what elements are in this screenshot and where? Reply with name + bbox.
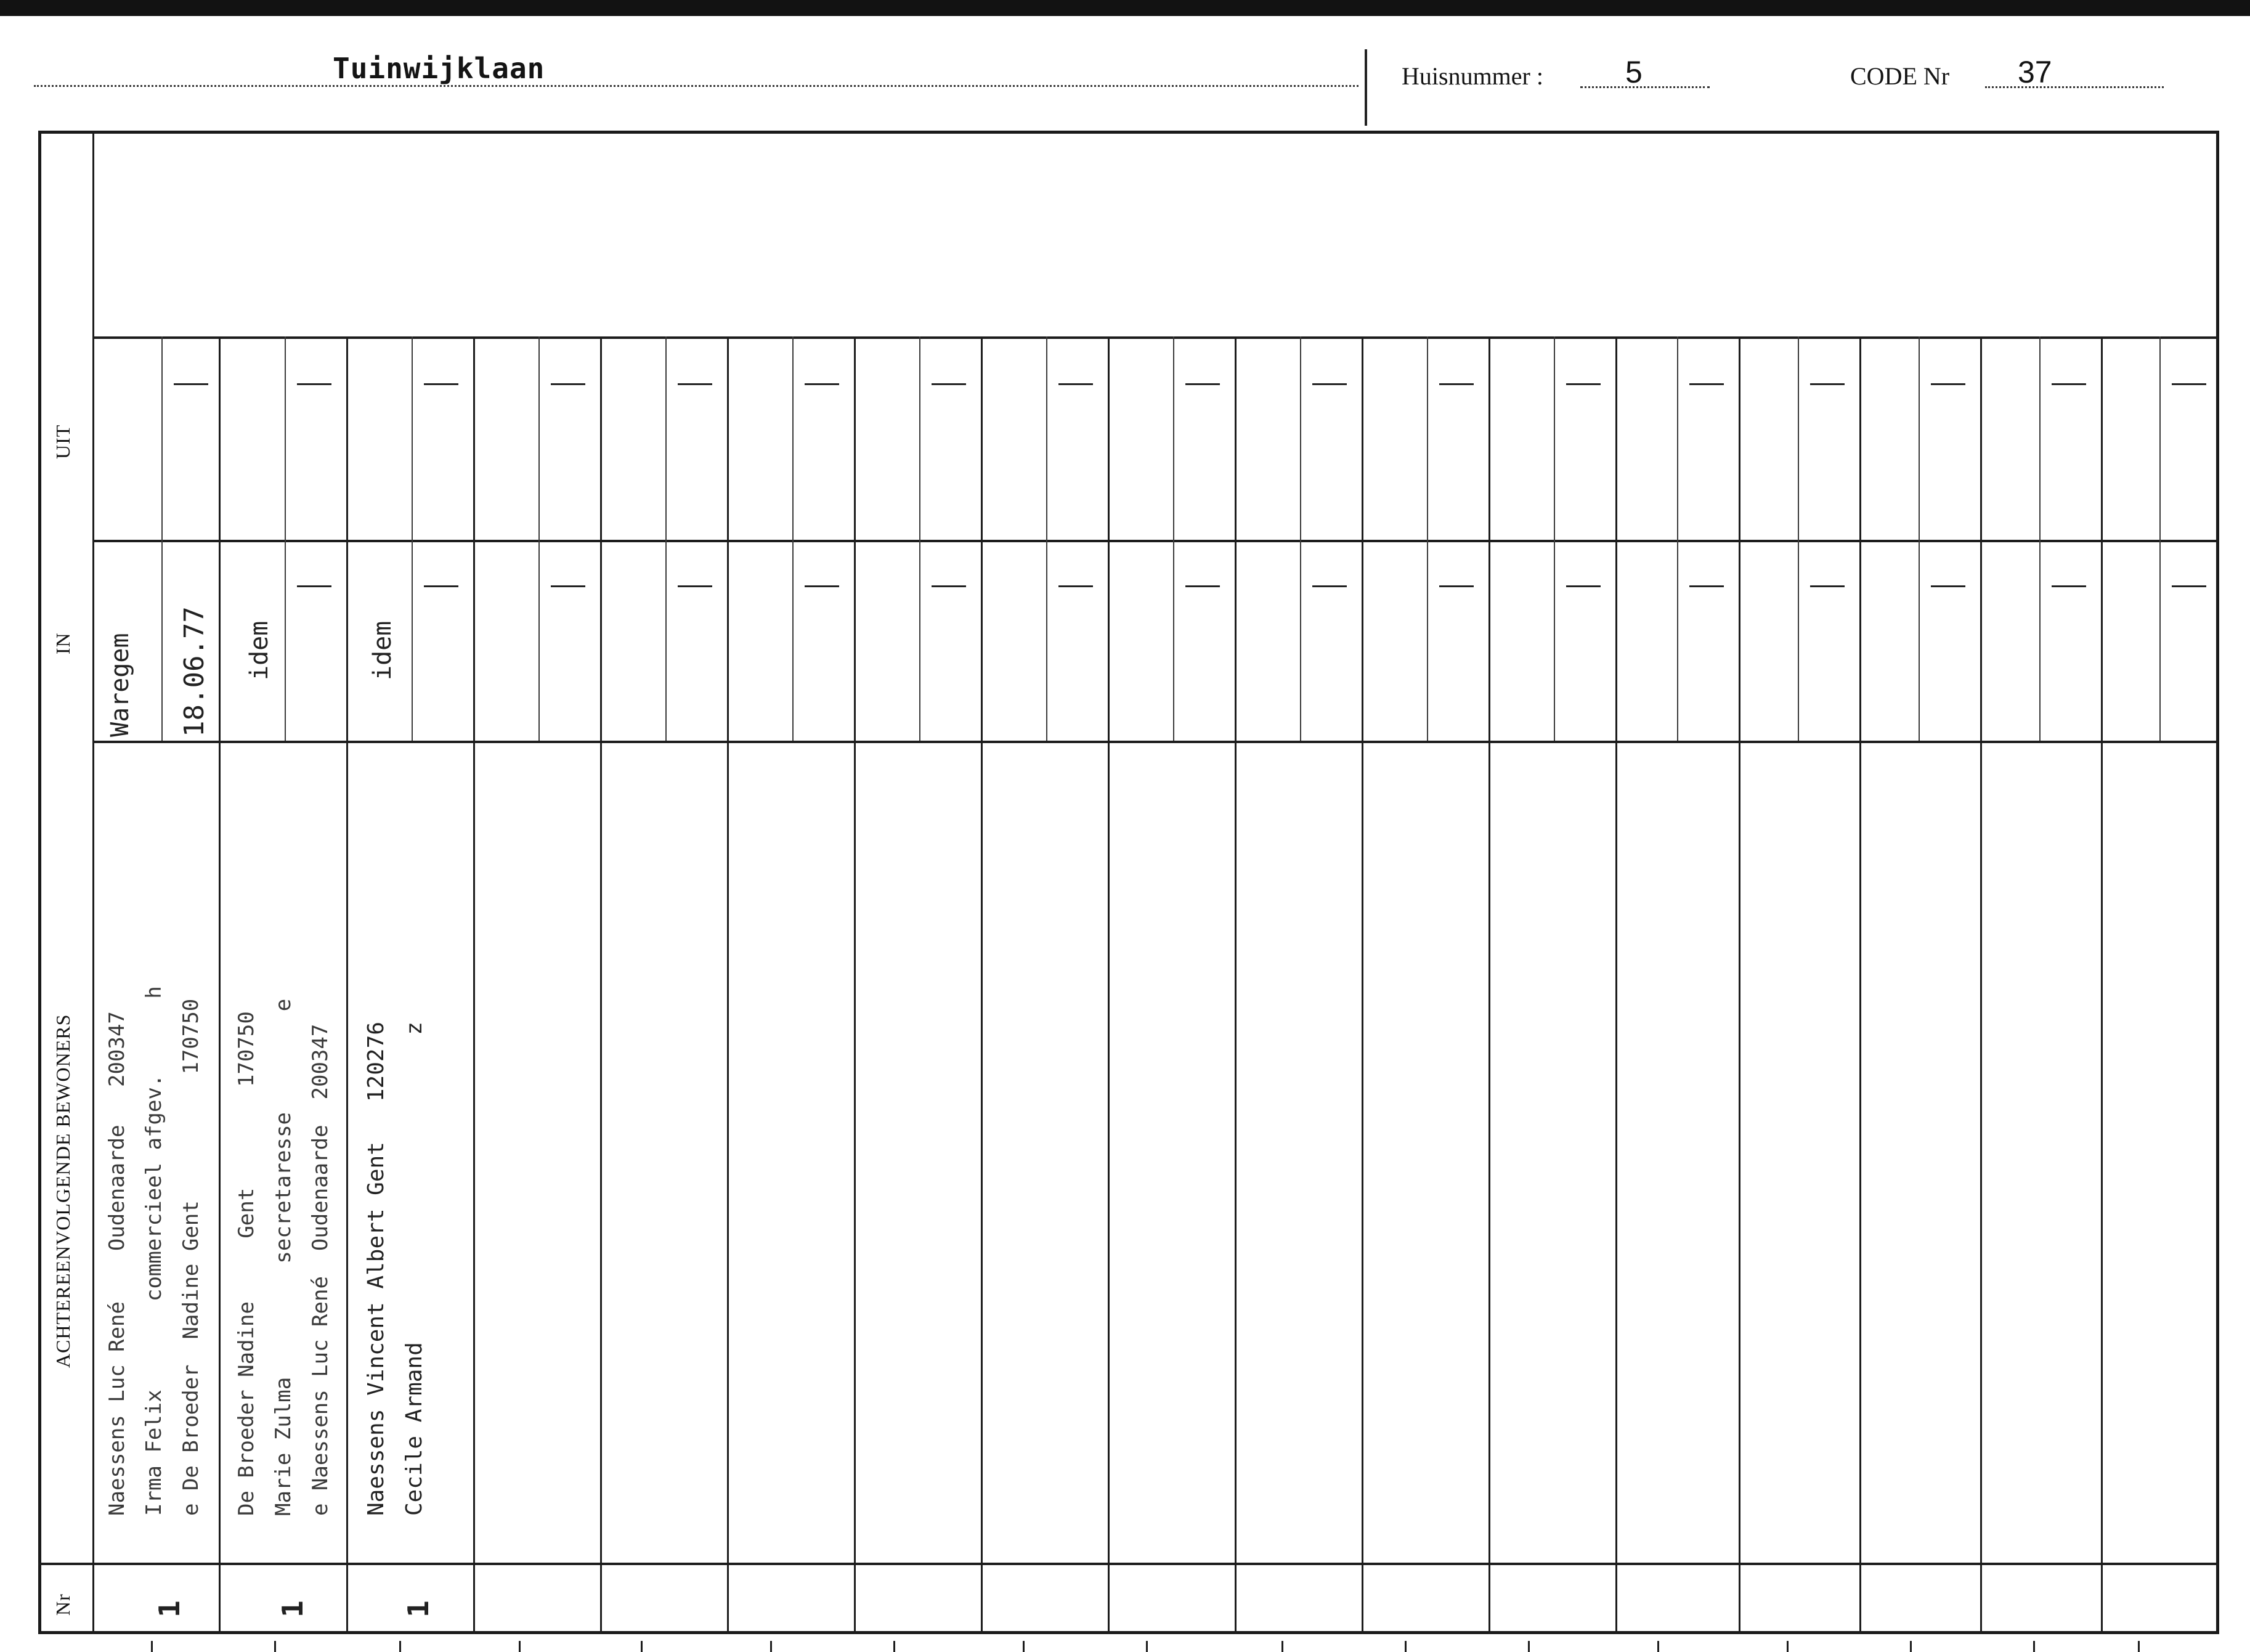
entry-2-line-3: e Naessens Luc René Oudenaarde 200347 [308, 1023, 333, 1516]
column-line-14 [1859, 336, 1861, 1634]
dash-mark [932, 383, 966, 385]
dash-mark [1058, 383, 1093, 385]
sub-column-line-10 [1300, 336, 1301, 741]
column-line-15 [1980, 336, 1982, 1634]
column-line-4 [600, 336, 602, 1634]
dash-mark [2052, 585, 2086, 587]
column-label-in: IN [52, 632, 74, 654]
column-line-5 [727, 336, 729, 1634]
bottom-tick [274, 1641, 276, 1652]
code-dotted-line [1985, 86, 2164, 88]
column-line-7 [981, 336, 983, 1634]
bottom-tick [1657, 1641, 1659, 1652]
dash-mark [1058, 585, 1093, 587]
bottom-tick [2033, 1641, 2035, 1652]
bottom-tick [1405, 1641, 1407, 1652]
bottom-tick [1281, 1641, 1283, 1652]
dash-mark [1566, 585, 1601, 587]
entry-1-in-place: Waregem [106, 633, 134, 737]
bottom-tick [519, 1641, 521, 1652]
dash-mark [1185, 383, 1220, 385]
sub-column-line-3 [412, 336, 413, 741]
sub-column-line-11 [1427, 336, 1428, 741]
dash-mark [1439, 383, 1474, 385]
column-line-16 [2101, 336, 2103, 1634]
dash-mark [2172, 585, 2206, 587]
sub-column-line-8 [1046, 336, 1047, 741]
dash-mark [1689, 585, 1724, 587]
entry-1-in-date: 18.06.77 [179, 606, 210, 737]
scan-top-edge [0, 0, 2250, 16]
code-value: 37 [2018, 55, 2052, 89]
entry-1-line-1: Naessens Luc René Oudenaarde 200347 [105, 1011, 129, 1516]
column-line-3 [473, 336, 475, 1634]
column-label-nr: Nr [52, 1593, 74, 1616]
dash-mark [805, 383, 839, 385]
bottom-tick [893, 1641, 895, 1652]
sub-column-line-6 [792, 336, 794, 741]
dash-mark [1810, 383, 1845, 385]
house-number-dotted-line [1580, 86, 1710, 88]
dash-mark [1931, 585, 1965, 587]
entry-2-nr: 1 [276, 1600, 309, 1617]
entry-2-line-1: De Broeder Nadine Gent 170750 [234, 1011, 259, 1516]
sub-column-line-4 [538, 336, 540, 741]
column-line-10 [1362, 336, 1363, 1634]
column-line-8 [1108, 336, 1110, 1634]
dash-mark [297, 383, 331, 385]
dash-mark [1312, 383, 1347, 385]
sub-column-line-15 [1919, 336, 1920, 741]
entry-3-nr: 1 [402, 1600, 435, 1617]
entry-3-in-place: idem [368, 621, 397, 680]
dash-mark [424, 383, 458, 385]
sub-column-line-13 [1677, 336, 1678, 741]
bottom-tick [2138, 1641, 2140, 1652]
entry-1-nr: 1 [153, 1600, 186, 1617]
column-line-6 [854, 336, 856, 1634]
entry-3-line-1: Naessens Vincent Albert Gent 120276 [363, 1022, 389, 1516]
dash-mark [2172, 383, 2206, 385]
sub-column-line-9 [1173, 336, 1174, 741]
street-name: Tuinwijklaan [333, 52, 545, 85]
dash-mark [1689, 383, 1724, 385]
dash-mark [932, 585, 966, 587]
sub-column-line-14 [1798, 336, 1799, 741]
entry-1-line-2: Irma Felix commercieel afgev. h [142, 986, 166, 1516]
dash-mark [1931, 383, 1965, 385]
divider-residents-top [94, 741, 2219, 743]
house-number-value: 5 [1625, 55, 1643, 89]
bottom-tick [1910, 1641, 1912, 1652]
bottom-tick [641, 1641, 643, 1652]
sub-column-line-7 [919, 336, 920, 741]
entry-2-line-2: Marie Zulma secretaresse e [271, 998, 296, 1516]
entry-1-line-3: e De Broeder Nadine Gent 170750 [179, 998, 203, 1516]
bottom-tick [1146, 1641, 1148, 1652]
dash-mark [1185, 585, 1220, 587]
entry-2-in-place: idem [245, 621, 274, 680]
sub-column-line-1 [161, 336, 163, 741]
column-line-12 [1615, 336, 1617, 1634]
bottom-tick [151, 1641, 153, 1652]
header-divider [1365, 49, 1367, 126]
bottom-tick [1528, 1641, 1530, 1652]
bottom-tick [399, 1641, 401, 1652]
dash-mark [174, 383, 208, 385]
dash-mark [805, 585, 839, 587]
dash-mark [424, 585, 458, 587]
bottom-tick [770, 1641, 772, 1652]
sub-column-line-5 [665, 336, 667, 741]
dash-mark [2052, 383, 2086, 385]
dash-mark [1312, 585, 1347, 587]
column-line-13 [1739, 336, 1740, 1634]
dash-mark [1566, 383, 1601, 385]
bottom-tick [1023, 1641, 1025, 1652]
divider-nr-top [38, 1563, 2219, 1565]
sub-column-line-2 [285, 336, 286, 741]
sub-column-line-16 [2039, 336, 2041, 741]
dash-mark [678, 383, 712, 385]
column-line-1 [219, 336, 221, 1634]
dash-mark [551, 585, 585, 587]
sub-column-line-12 [1554, 336, 1555, 741]
sub-column-line-17 [2159, 336, 2161, 741]
street-dotted-line [34, 85, 1359, 87]
dash-mark [1439, 585, 1474, 587]
code-label: CODE Nr [1850, 62, 1950, 90]
column-label-residents: ACHTEREENVOLGENDE BEWONERS [52, 1014, 74, 1368]
bottom-tick [1787, 1641, 1789, 1652]
house-number-label: Huisnummer : [1402, 62, 1543, 90]
dash-mark [297, 585, 331, 587]
column-line-2 [346, 336, 348, 1634]
dash-mark [551, 383, 585, 385]
label-column-line [92, 131, 94, 1634]
dash-mark [678, 585, 712, 587]
column-line-9 [1235, 336, 1237, 1634]
column-line-11 [1488, 336, 1490, 1634]
column-label-out: UIT [52, 424, 74, 459]
entry-3-line-2: Cecile Armand z [402, 1022, 427, 1516]
dash-mark [1810, 585, 1845, 587]
